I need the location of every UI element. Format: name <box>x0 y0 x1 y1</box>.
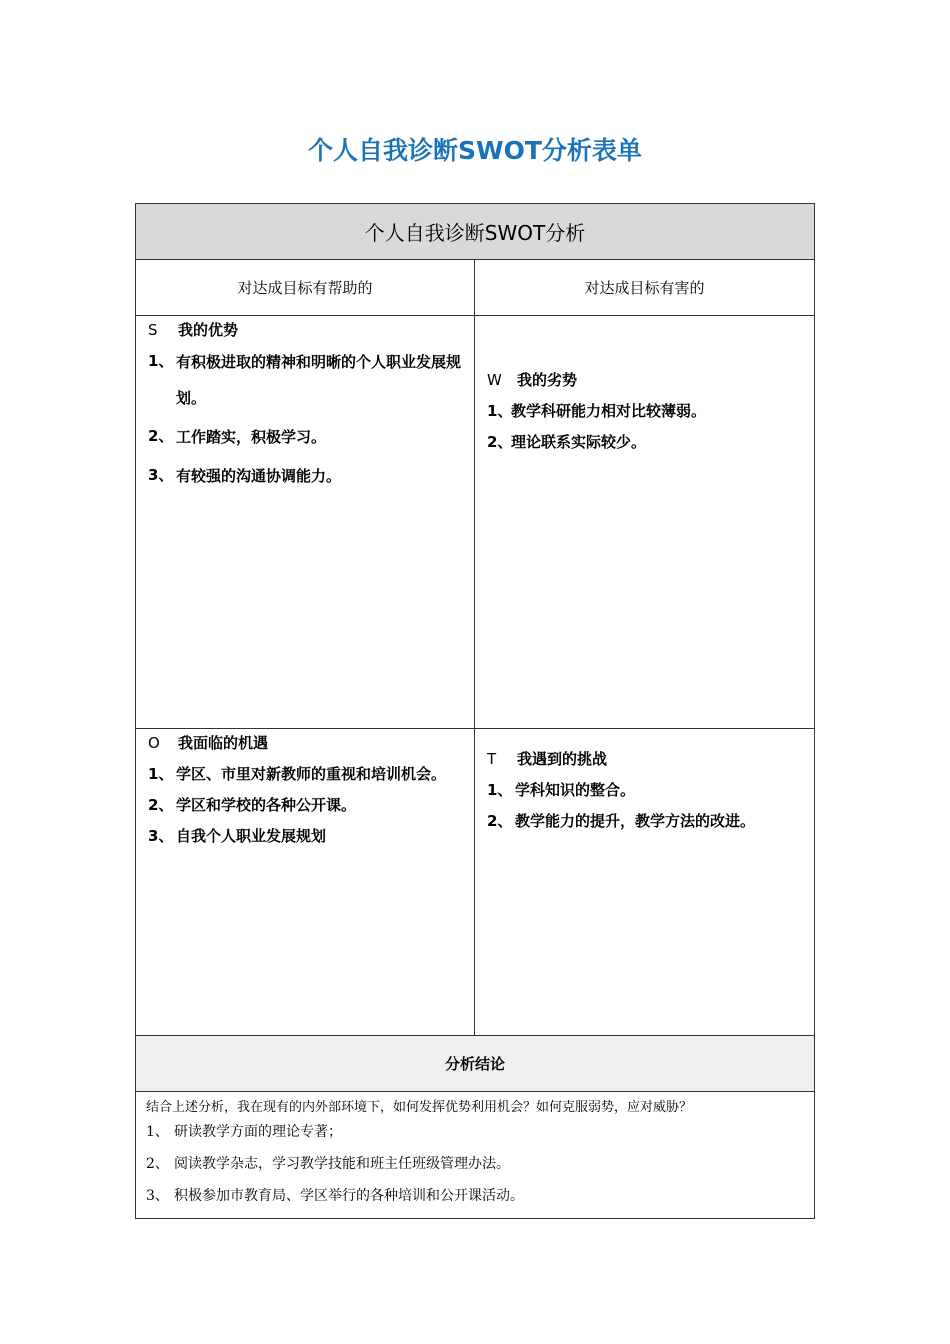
item-text: 自我个人职业发展规划 <box>176 827 327 845</box>
strengths-letter: S <box>148 321 158 339</box>
table-heading: 个人自我诊断SWOT分析 <box>136 204 814 260</box>
opportunities-letter: O <box>148 734 160 752</box>
document-title: 个人自我诊断SWOT分析表单 <box>308 136 642 165</box>
threats-cell <box>475 729 814 1036</box>
item-number: 1、 <box>146 1124 169 1140</box>
threats-label: 我遇到的挑战 <box>517 750 608 768</box>
strengths-label: 我的优势 <box>178 321 239 339</box>
item-number: 3、 <box>148 466 174 484</box>
opportunities-cell <box>136 729 475 1036</box>
list-item <box>487 811 808 832</box>
item-number: 2、 <box>146 1156 169 1172</box>
list-item <box>487 432 808 453</box>
item-text: 有积极进取的精神和明晰的个人职业发展规划。 <box>176 353 462 407</box>
list-item <box>146 1121 806 1141</box>
list-item <box>146 1185 806 1205</box>
item-number: 1、 <box>487 402 513 420</box>
weaknesses-title <box>487 370 808 391</box>
threats-title <box>487 749 808 770</box>
list-item <box>148 795 468 816</box>
item-text: 积极参加市教育局、学区举行的各种培训和公开课活动。 <box>174 1188 524 1204</box>
item-number: 1、 <box>148 352 174 370</box>
item-number: 2、 <box>487 433 513 451</box>
item-number: 2、 <box>148 796 174 814</box>
conclusion-intro: 结合上述分析，我在现有的内外部环境下，如何发挥优势利用机会？如何克服弱势，应对威胁？ <box>146 1100 693 1115</box>
list-item <box>148 826 468 847</box>
list-item <box>148 351 468 416</box>
item-text: 教学科研能力相对比较薄弱。 <box>511 402 707 420</box>
item-number: 1、 <box>148 765 174 783</box>
item-number: 1、 <box>487 781 513 799</box>
weaknesses-letter: W <box>487 371 502 389</box>
strengths-cell <box>136 316 475 729</box>
item-number: 3、 <box>146 1188 169 1204</box>
conclusion-heading: 分析结论 <box>136 1036 814 1092</box>
item-text: 工作踏实，积极学习。 <box>176 428 327 446</box>
list-item <box>487 401 808 422</box>
item-text: 研读教学方面的理论专著； <box>174 1124 342 1140</box>
opportunities-label: 我面临的机遇 <box>178 734 269 752</box>
list-item <box>148 426 468 455</box>
item-text: 阅读教学杂志，学习教学技能和班主任班级管理办法。 <box>174 1156 510 1172</box>
strengths-title <box>148 320 468 341</box>
item-text: 有较强的沟通协调能力。 <box>176 467 342 485</box>
column-header-harmful: 对达成目标有害的 <box>475 260 814 316</box>
item-text: 学科知识的整合。 <box>515 781 636 799</box>
list-item <box>146 1153 806 1173</box>
item-text: 学区和学校的各种公开课。 <box>176 796 357 814</box>
swot-table <box>135 203 815 1219</box>
list-item <box>148 465 468 494</box>
item-text: 教学能力的提升，教学方法的改进。 <box>515 812 756 830</box>
item-text: 理论联系实际较少。 <box>511 433 647 451</box>
weaknesses-cell <box>475 316 814 729</box>
list-item <box>487 780 808 801</box>
weaknesses-label: 我的劣势 <box>517 371 578 389</box>
item-number: 2、 <box>487 812 513 830</box>
item-number: 3、 <box>148 827 174 845</box>
item-text: 学区、市里对新教师的重视和培训机会。 <box>176 765 447 783</box>
conclusion-body <box>136 1092 814 1218</box>
opportunities-title <box>148 733 468 754</box>
item-number: 2、 <box>148 427 174 445</box>
list-item <box>148 764 468 785</box>
threats-letter: T <box>487 750 497 768</box>
column-header-helpful: 对达成目标有帮助的 <box>136 260 475 316</box>
